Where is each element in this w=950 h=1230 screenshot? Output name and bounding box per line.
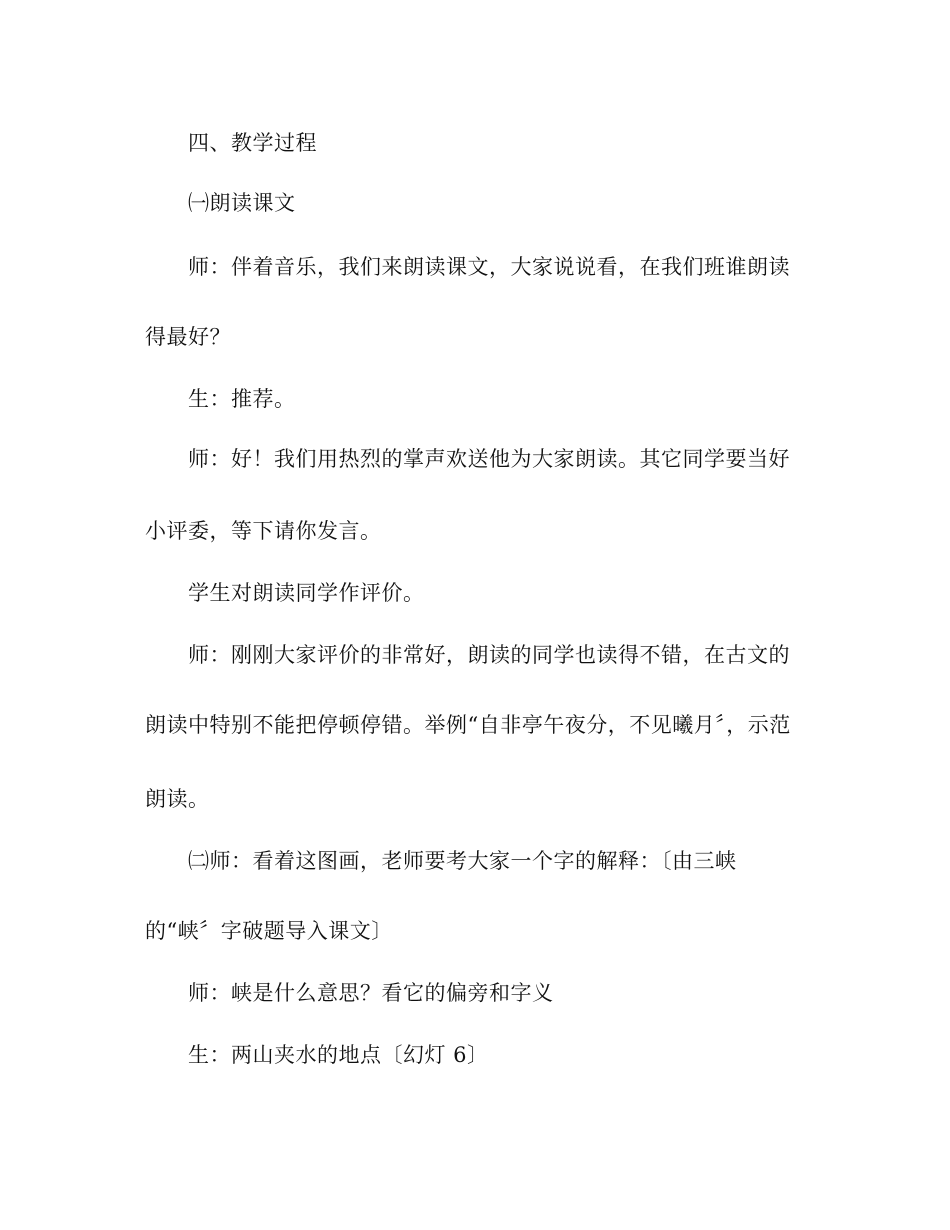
paragraph-line: 朗读。	[145, 787, 210, 811]
paragraph-line: 学生对朗读同学作评价。	[188, 581, 425, 605]
paragraph-line: 得最好？	[145, 325, 231, 349]
paragraph-line: 师：好！我们用热烈的掌声欢送他为大家朗读。其它同学要当好	[188, 447, 790, 471]
paragraph-line: 生：两山夹水的地点〔幻灯 6〕	[188, 1043, 489, 1067]
section-heading: 四、教学过程	[188, 131, 317, 155]
paragraph-line: 小评委，等下请你发言。	[145, 519, 382, 543]
paragraph-line: 师：刚刚大家评价的非常好，朗读的同学也读得不错，在古文的	[188, 643, 790, 667]
subsection-heading: ㈠朗读课文	[188, 191, 296, 215]
paragraph-line: 师：峡是什么意思？看它的偏旁和字义	[188, 981, 554, 1005]
paragraph-line: 的“峡〞字破题导入课文〕	[145, 919, 393, 943]
paragraph-line: 朗读中特别不能把停顿停错。举例“自非亭午夜分，不见曦月〞，示范	[145, 713, 791, 737]
subsection-heading: ㈡师：看着这图画，老师要考大家一个字的解释：〔由三峡	[188, 849, 737, 873]
paragraph-line: 师：伴着音乐，我们来朗读课文，大家说说看，在我们班谁朗读	[188, 255, 790, 279]
paragraph-line: 生：推荐。	[188, 387, 296, 411]
